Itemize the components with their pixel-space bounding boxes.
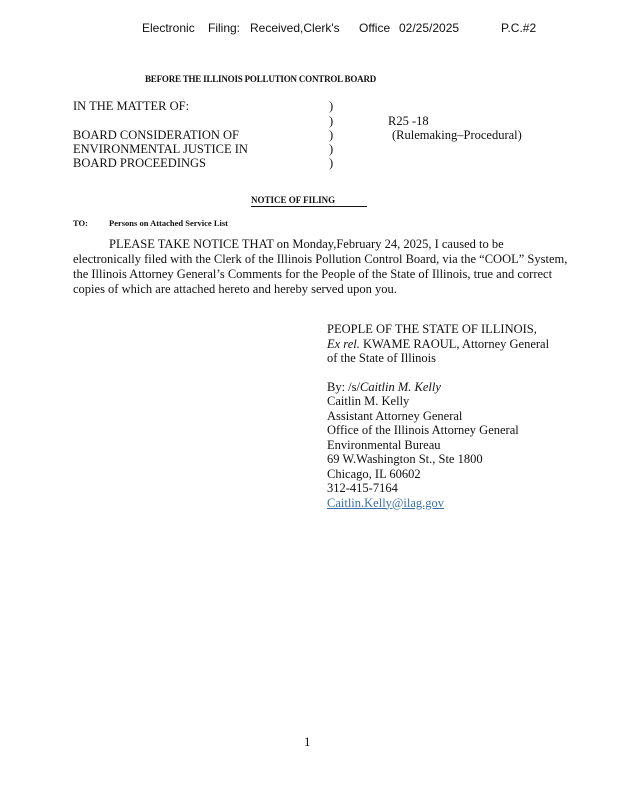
caption-paren: ) [329, 128, 334, 142]
notice-body-line: electronically filed with the Clerk of the Illinois Pollution Control Board, via the “COOL” System, [73, 252, 568, 266]
caption-line-2: ENVIRONMENTAL JUSTICE IN [73, 142, 248, 156]
filing-header-pc: P.C.#2 [501, 21, 537, 35]
signature-office: Office of the Illinois Attorney General [327, 423, 519, 437]
filing-header-office: Office [359, 21, 391, 35]
caption-paren: ) [329, 114, 334, 128]
signature-block [327, 322, 549, 510]
caption-line-1: BOARD CONSIDERATION OF [73, 128, 239, 142]
signature-title: Assistant Attorney General [327, 408, 463, 423]
page-number: 1 [304, 734, 311, 749]
signature-phone: 312-415-7164 [327, 481, 398, 495]
caption-paren: ) [329, 156, 334, 170]
notice-body-line: copies of which are attached hereto and hereby served upon you. [73, 282, 397, 296]
signature-address-1: 69 W.Washington St., Ste 1800 [327, 452, 483, 466]
signature-email-link[interactable]: Caitlin.Kelly@ilag.gov [327, 495, 445, 510]
signature-of-state: of the State of Illinois [327, 351, 437, 365]
notice-body-line: the Illinois Attorney General’s Comments for the People of the State of Illinois, true and correct [73, 267, 553, 281]
notice-body [73, 237, 613, 297]
signature-by-line [327, 380, 549, 395]
caption-in-the-matter: IN THE MATTER OF: [73, 99, 190, 113]
to-label: TO: [73, 218, 88, 228]
notice-title: NOTICE OF FILING [251, 195, 367, 207]
filing-header-filing: Filing: [208, 21, 241, 35]
signature-name: Caitlin M. Kelly [327, 394, 410, 408]
caption-line-3: BOARD PROCEEDINGS [73, 156, 207, 170]
signature-people: PEOPLE OF THE STATE OF ILLINOIS, [327, 322, 537, 336]
notice-body-line: PLEASE TAKE NOTICE THAT on Monday,February 24, 2025, I caused to be [109, 237, 504, 251]
caption-paren: ) [329, 142, 334, 156]
to-line [73, 218, 228, 228]
caption-paren: ) [329, 99, 334, 113]
docket-type: (Rulemaking–Procedural) [392, 128, 522, 142]
signature-ag-name: KWAME RAOUL, Attorney General [362, 336, 550, 351]
filing-header-received: Received,Clerk's [250, 21, 340, 35]
board-title: BEFORE THE ILLINOIS POLLUTION CONTROL BOARD [145, 74, 377, 84]
signature-ex-rel: Ex rel. [327, 336, 360, 351]
signature-by: By: /s/ [327, 379, 360, 394]
signature-address-2: Chicago, IL 60602 [327, 466, 421, 481]
docket-number: R25 -18 [388, 114, 429, 128]
signature-bureau: Environmental Bureau [327, 437, 441, 452]
filing-header-date: 02/25/2025 [399, 21, 460, 35]
signature-by-sig: Caitlin M. Kelly [360, 379, 441, 394]
signature-ex-rel-line [327, 337, 549, 352]
filing-header-electronic: Electronic [142, 21, 195, 35]
to-value: Persons on Attached Service List [109, 218, 228, 228]
